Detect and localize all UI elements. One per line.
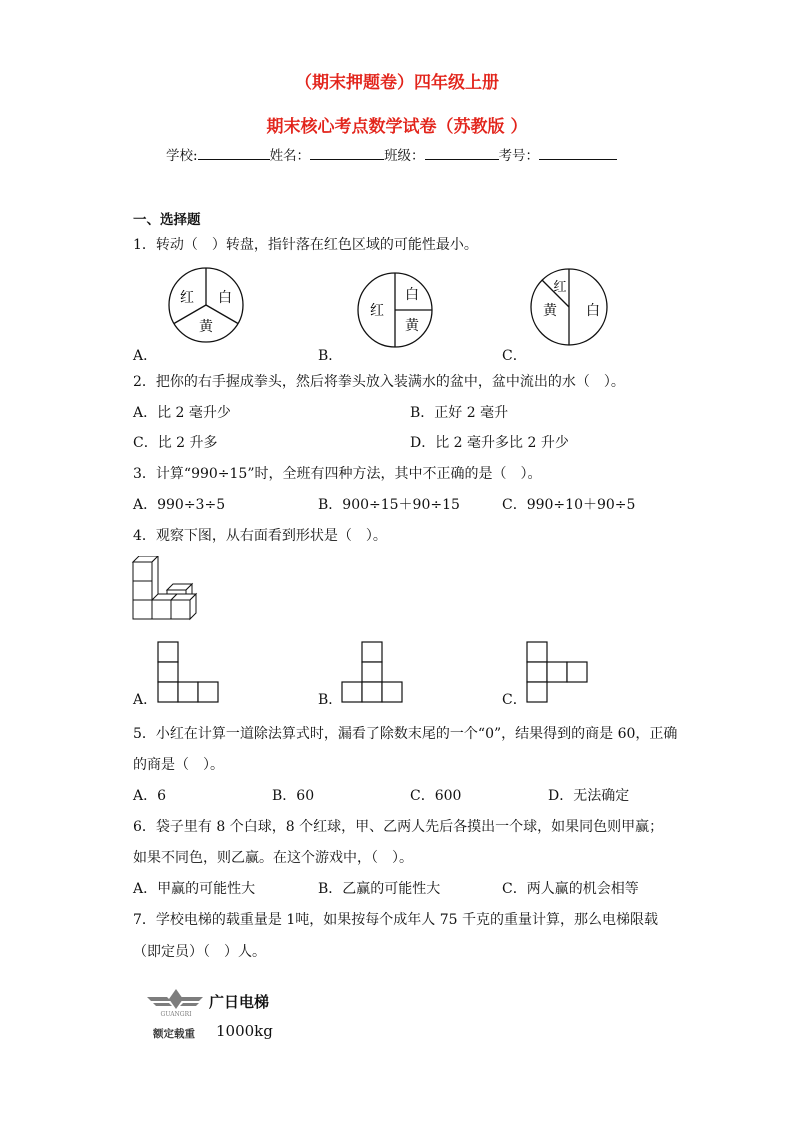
- spinner-c-white-label: 白: [586, 303, 600, 319]
- view-option-c-figure: [524, 640, 588, 704]
- q4-option-b[interactable]: B．: [318, 692, 343, 708]
- q5-option-c[interactable]: C．600: [410, 788, 462, 804]
- q2-option-c[interactable]: C．比 2 升多: [133, 435, 218, 451]
- cube-stack-figure: [131, 556, 205, 626]
- exam-title: （期末押题卷）四年级上册: [295, 73, 499, 93]
- rated-load-label: 额定载重: [153, 1028, 195, 1040]
- exam-subtitle: 期末核心考点数学试卷（苏教版 ）: [266, 117, 528, 137]
- number-blank[interactable]: [539, 145, 617, 160]
- question-5-text-line1: 5．小红在计算一道除法算式时，漏看了除数末尾的一个“0”，结果得到的商是 60，正确: [133, 726, 678, 742]
- view-option-a-figure: [155, 640, 219, 704]
- view-option-b-figure: [339, 640, 403, 704]
- q1-option-c[interactable]: C．: [502, 348, 527, 364]
- question-5-text-line2: 的商是（ ）。: [133, 757, 224, 773]
- question-2-text: 2．把你的右手握成拳头，然后将拳头放入装满水的盆中，盆中流出的水（ ）。: [133, 374, 625, 390]
- number-label: 考号：: [498, 148, 540, 164]
- spinner-a-white-label: 白: [218, 290, 232, 306]
- q3-option-c[interactable]: C．990÷10＋90÷5: [502, 497, 636, 513]
- question-7-text-line2: （即定员）（ ）人。: [133, 944, 266, 960]
- logo-en-text: GUANGRI: [160, 1011, 192, 1018]
- q6-option-c[interactable]: C．两人赢的机会相等: [502, 881, 639, 897]
- q1-option-b[interactable]: B．: [318, 348, 343, 364]
- q5-option-b[interactable]: B．60: [272, 788, 315, 804]
- rated-load-value: 1000kg: [216, 1022, 273, 1040]
- school-blank[interactable]: [198, 145, 270, 160]
- q6-option-b[interactable]: B．乙赢的可能性大: [318, 881, 441, 897]
- section-title: 一、选择题: [133, 212, 201, 228]
- q2-option-a[interactable]: A．比 2 毫升少: [133, 405, 231, 421]
- spinner-b: [355, 270, 437, 350]
- spinner-b-red-label: 红: [370, 303, 384, 319]
- q1-option-a[interactable]: A．: [133, 348, 158, 364]
- spinner-a: [165, 265, 249, 345]
- question-3-text: 3．计算“990÷15”时，全班有四种方法，其中不正确的是（ ）。: [133, 466, 542, 482]
- name-blank[interactable]: [310, 145, 384, 160]
- class-label: 班级：: [384, 148, 425, 164]
- q2-option-b[interactable]: B．正好 2 毫升: [410, 405, 509, 421]
- q5-option-d[interactable]: D．无法确定: [548, 788, 630, 804]
- q3-option-b[interactable]: B．900÷15＋90÷15: [318, 497, 460, 513]
- student-info-row: [166, 144, 617, 164]
- question-4-text: 4．观察下图，从右面看到形状是（ ）。: [133, 528, 387, 544]
- name-label: 姓名：: [269, 148, 311, 164]
- class-blank[interactable]: [425, 145, 499, 160]
- q5-option-a[interactable]: A．6: [133, 788, 167, 804]
- q2-option-d[interactable]: D．比 2 毫升多比 2 升少: [410, 435, 569, 451]
- spinner-a-yellow-label: 黄: [199, 319, 213, 335]
- q4-option-c[interactable]: C．: [502, 692, 527, 708]
- spinner-c-red-label: 红: [553, 280, 567, 295]
- q6-option-a[interactable]: A．甲赢的可能性大: [133, 881, 256, 897]
- guangri-logo-icon: [145, 985, 207, 1019]
- q4-option-a[interactable]: A．: [133, 692, 158, 708]
- spinner-a-red-label: 红: [180, 290, 194, 306]
- spinner-b-white-label: 白: [405, 287, 419, 303]
- school-label: 学校:: [166, 148, 198, 164]
- question-1-text: 1．转动（ ）转盘，指针落在红色区域的可能性最小。: [133, 237, 478, 253]
- question-6-text-line2: 如果不同色，则乙赢。在这个游戏中，（ ）。: [133, 850, 413, 866]
- spinner-c: [529, 266, 613, 348]
- q3-option-a[interactable]: A．990÷3÷5: [133, 497, 226, 513]
- spinner-b-yellow-label: 黄: [405, 318, 419, 334]
- question-7-text-line1: 7．学校电梯的载重量是 1吨，如果按每个成年人 75 千克的重量计算，那么电梯限载: [133, 912, 658, 928]
- question-6-text-line1: 6．袋子里有 8 个白球，8 个红球，甲、乙两人先后各摸出一个球，如果同色则甲赢；: [133, 819, 664, 835]
- spinner-c-yellow-label: 黄: [543, 303, 557, 319]
- elevator-brand: 广日电梯: [209, 993, 270, 1011]
